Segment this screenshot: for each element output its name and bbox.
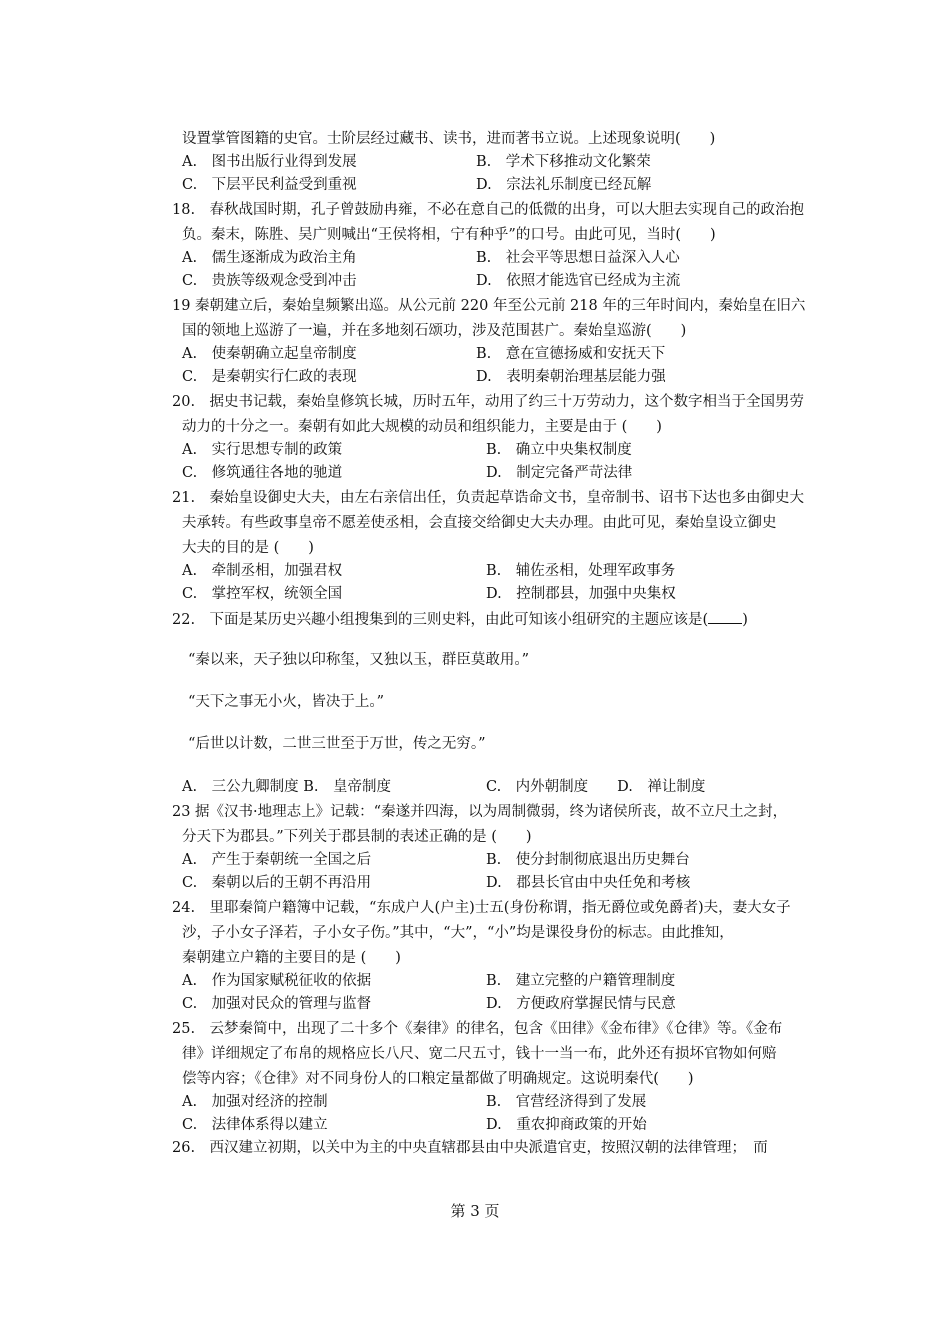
answer-option: A. 产生于秦朝统一全国之后: [182, 852, 372, 868]
answer-option: B. 社会平等思想日益深入人心: [476, 250, 680, 266]
source-quote: “后世以计数，二世三世至于万世，传之无穷。”: [188, 736, 486, 752]
question-text-line: 动力的十分之一。秦朝有如此大规模的动员和组织能力，主要是由于 ( ): [182, 419, 662, 435]
answer-option: A. 实行思想专制的政策: [182, 442, 343, 458]
answer-option: D. 依照才能选官已经成为主流: [476, 273, 681, 289]
question-text-line: 偿等内容；《仓律》对不同身份人的口粮定量都做了明确规定。这说明秦代( ): [182, 1071, 694, 1087]
question-text-line: 25. 云梦秦简中，出现了二十多个《秦律》的律名，包含《田律》《金布律》《仓律》等。《金布: [172, 1021, 783, 1037]
answer-option: A. 使秦朝确立起皇帝制度: [182, 346, 357, 362]
answer-option: D. 郡县长官由中央任免和考核: [486, 875, 691, 891]
question-text-line: 律》详细规定了布帛的规格应长八尺、宽二尺五寸，钱十一当一布，此外还有损坏官物如何赔: [182, 1046, 777, 1062]
answer-option: C. 修筑通往各地的驰道: [182, 465, 343, 481]
answer-option: C. 下层平民利益受到重视: [182, 177, 357, 193]
answer-option: D. 表明秦朝治理基层能力强: [476, 369, 666, 385]
answer-option: A. 图书出版行业得到发展: [182, 154, 357, 170]
question-text-line: 26. 西汉建立初期，以关中为主的中央直辖郡县由中央派遣官吏，按照汉朝的法律管理； 而: [172, 1140, 768, 1156]
answer-option: B. 建立完整的户籍管理制度: [486, 973, 676, 989]
answer-option: D. 宗法礼乐制度已经瓦解: [476, 177, 652, 193]
answer-option: A. 儒生逐渐成为政治主角: [182, 250, 357, 266]
question-text-line: 20. 据史书记载，秦始皇修筑长城，历时五年，动用了约三十万劳动力，这个数字相当于全国男劳: [172, 394, 805, 410]
question-text-line: 18. 春秋战国时期，孔子曾鼓励冉雍，不必在意自己的低微的出身，可以大胆去实现自己的政治抱: [172, 202, 805, 218]
question-text-line: 夫承转。有些政事皇帝不愿差使丞相，会直接交给御史大夫办理。由此可见，秦始皇设立御史: [182, 515, 777, 531]
question-text-line: 国的领地上巡游了一遍，并在多地刻石颂功，涉及范围甚广。秦始皇巡游( ): [182, 323, 687, 339]
answer-blank: [708, 609, 742, 624]
question-text-line: 大夫的目的是 ( ): [182, 540, 314, 556]
answer-option: D. 制定完备严苛法律: [486, 465, 633, 481]
answer-option: D. 重农抑商政策的开始: [486, 1117, 647, 1133]
question-text-line: 23 据《汉书·地理志上》记载：“秦遂并四海，以为周制微弱，终为诸侯所丧，故不立尺土之封，: [172, 804, 788, 820]
question-text-line: 21. 秦始皇设御史大夫，由左右亲信出任，负责起草诰命文书，皇帝制书、诏书下达也多由御史大: [172, 490, 805, 506]
question-text-line: 负。秦末，陈胜、吴广则喊出“王侯将相，宁有种乎”的口号。由此可见，当时( ): [182, 227, 716, 243]
answer-option: D. 控制郡县，加强中央集权: [486, 586, 676, 602]
answer-option: C. 贵族等级观念受到冲击: [182, 273, 357, 289]
source-quote: “秦以来，天子独以印称玺，又独以玉，群臣莫敢用。”: [188, 652, 530, 668]
answer-option: B. 学术下移推动文化繁荣: [476, 154, 651, 170]
answer-option: B. 官营经济得到了发展: [486, 1094, 647, 1110]
answer-option: A. 作为国家赋税征收的依据: [182, 973, 372, 989]
answer-option: C. 加强对民众的管理与监督: [182, 996, 372, 1012]
answer-option: C. 掌控军权，统领全国: [182, 586, 343, 602]
answer-option: C. 内外朝制度 D. 禅让制度: [486, 779, 706, 795]
question-22-text: 22. 下面是某历史兴趣小组搜集到的三则史料，由此可知该小组研究的主题应该是(: [172, 612, 709, 628]
answer-option: B. 辅佐丞相，处理军政事务: [486, 563, 676, 579]
answer-option: A. 牵制丞相，加强君权: [182, 563, 343, 579]
answer-option: C. 是秦朝实行仁政的表现: [182, 369, 357, 385]
answer-option: C. 秦朝以后的王朝不再沿用: [182, 875, 372, 891]
question-text-line: 19 秦朝建立后，秦始皇频繁出巡。从公元前 220 年至公元前 218 年的三年时间内，秦始皇在旧六: [172, 298, 806, 314]
question-text-line: 24. 里耶秦简户籍簿中记载，“东成户人(户主)士五(身份称谓，指无爵位或免爵者)夫，妻大女子: [172, 900, 791, 916]
question-text-line: 沙，子小女子泽若，子小女子伤。”其中，“大”，“小”均是课役身份的标志。由此推知，: [182, 925, 734, 941]
page-number: 第 3 页: [450, 1202, 500, 1220]
question-text-line: 秦朝建立户籍的主要目的是 ( ): [182, 950, 401, 966]
answer-option: B. 确立中央集权制度: [486, 442, 632, 458]
answer-option: B. 意在宣德扬威和安抚天下: [476, 346, 666, 362]
answer-option: A. 三公九卿制度 B. 皇帝制度: [182, 779, 391, 795]
question-text-line: 设置掌管图籍的史官。士阶层经过藏书、读书，进而著书立说。上述现象说明( ): [182, 131, 716, 147]
answer-option: D. 方便政府掌握民情与民意: [486, 996, 676, 1012]
answer-option: B. 使分封制彻底退出历史舞台: [486, 852, 690, 868]
answer-option: A. 加强对经济的控制: [182, 1094, 328, 1110]
question-22-close: ): [742, 612, 748, 628]
answer-option: C. 法律体系得以建立: [182, 1117, 328, 1133]
question-22-line: [172, 609, 748, 630]
question-text-line: 分天下为郡县。”下列关于郡县制的表述正确的是 ( ): [182, 829, 532, 845]
source-quote: “天下之事无小火，皆决于上。”: [188, 694, 385, 710]
